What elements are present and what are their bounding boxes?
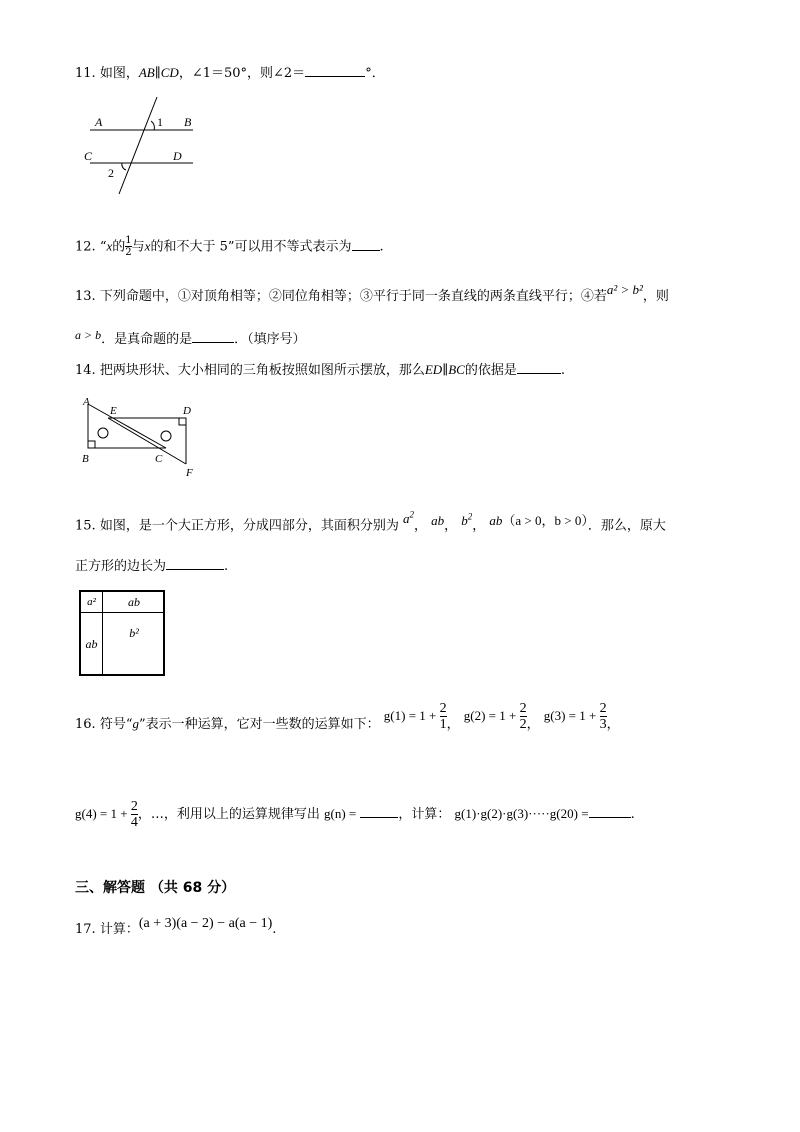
- q15-tail: ．那么，原大: [587, 518, 666, 534]
- q12-de: 的: [112, 239, 126, 255]
- q15-b2: $b^2$: [461, 512, 473, 529]
- q16-blank-2: [589, 805, 631, 818]
- q14-blank: [517, 361, 561, 374]
- label-2: 2: [108, 166, 114, 180]
- q13-conclusion: a > b: [75, 328, 102, 342]
- question-16-line2: [75, 800, 635, 830]
- q16-number: 16.: [75, 716, 96, 732]
- q11-parallel: ∥: [154, 66, 161, 81]
- label-a: A: [95, 115, 103, 129]
- right-angle-b: [88, 441, 95, 448]
- q13-text: 下列命题中，①对顶角相等；②同位角相等；③平行于同一条直线的两条直线平行；④若: [99, 289, 607, 304]
- label-d: D: [183, 405, 191, 417]
- q15-text: 如图，是一个大正方形，分成四部分，其面积分别为: [99, 518, 399, 534]
- q14-text2: 的依据是: [464, 363, 517, 378]
- q11-figure: [75, 92, 205, 202]
- q15-ab: ab: [431, 513, 445, 529]
- q12-rest: 的和不大于 5”可以用不等式表示为: [150, 239, 352, 255]
- q12-x1: x: [106, 238, 113, 254]
- transversal: [119, 97, 157, 194]
- q11-mid: ，∠1＝50°，则∠2＝: [178, 66, 306, 81]
- q14-end: .: [560, 363, 565, 378]
- q16-g3: g(3) = 1 + $\frac{2}{3}$: [543, 701, 607, 732]
- label-c: C: [155, 453, 163, 465]
- q11-post: °．: [365, 66, 385, 81]
- q12-open: “: [99, 239, 107, 255]
- q16-sep-2: ，: [526, 716, 540, 732]
- q13-blank: [192, 330, 234, 343]
- q11-pre: 如图，: [99, 66, 139, 81]
- q16-sep-1: ，: [446, 716, 460, 732]
- q11-cd: CD: [160, 65, 179, 80]
- q14-number: 14.: [75, 363, 96, 378]
- cell-a-squared: a²: [81, 592, 103, 613]
- q13-then: ，则: [642, 289, 669, 304]
- label-d: D: [173, 149, 182, 163]
- q13-number: 13.: [75, 289, 96, 304]
- q17-expression: (a + 3)(a − 2) − a(a − 1): [138, 916, 273, 931]
- q15-condition: （a > 0，b > 0）: [502, 513, 588, 529]
- q16-blank-1: [360, 805, 398, 818]
- q12-blank: [352, 238, 380, 251]
- q11-number: 11.: [75, 66, 96, 81]
- hole-1: [98, 428, 108, 438]
- q16-g2: g(2) = 1 + $\frac{2}{2}$: [463, 701, 527, 732]
- q12-x2: x: [144, 238, 151, 254]
- q14-text: 把两块形状、大小相同的三角板按照如图所示摆放，那么: [99, 363, 425, 378]
- label-a: A: [83, 396, 90, 408]
- q14-ed: ED: [424, 362, 443, 377]
- q12-fraction: $\frac{1}{2}$: [125, 235, 132, 258]
- question-15: 15. 如图，是一个大正方形，分成四部分，其面积分别为 $a^2$， ab， $b^2$， ab（a > 0，b > 0）．那么，原大: [75, 510, 666, 534]
- q15-number: 15.: [75, 518, 96, 534]
- cell-ab-left: ab: [81, 613, 103, 676]
- q15-a2: $a^2$: [402, 510, 414, 527]
- question-14: [75, 361, 565, 380]
- q16-cont: ，…，利用以上的运算规律写出: [137, 806, 320, 822]
- q17-label: 计算：: [99, 922, 139, 937]
- tri2-ef: [108, 418, 186, 464]
- label-f: F: [186, 467, 193, 479]
- q16-gn: g(n) =: [323, 805, 357, 821]
- q15-end: .: [224, 559, 229, 574]
- section-score: （共 68 分）: [149, 880, 236, 896]
- q11-blank: [305, 64, 365, 77]
- q16-g: g: [132, 715, 139, 731]
- section-heading: [75, 877, 235, 897]
- question-13: [75, 282, 669, 306]
- label-b: B: [82, 453, 89, 465]
- q16-end: .: [630, 806, 635, 822]
- q12-number: 12.: [75, 239, 96, 255]
- q13-tail: ．（填序号）: [234, 332, 306, 347]
- angle-2-arc: [122, 163, 126, 170]
- q14-parallel: ∥: [442, 363, 449, 378]
- q15-blank: [166, 557, 224, 570]
- q15-ab2: ab: [489, 513, 503, 529]
- q17-end: .: [272, 922, 277, 937]
- q15-square-figure: [79, 590, 165, 676]
- tri1-ac: [88, 404, 166, 448]
- cell-ab-top: ab: [103, 592, 165, 613]
- section-title: 三、解答题: [75, 880, 145, 896]
- q12-end: .: [379, 239, 384, 255]
- question-12: [75, 236, 384, 258]
- q16-g1: g(1) = 1 + $\frac{2}{1}$: [383, 701, 447, 732]
- q13-line2: ．是真命题的是: [101, 332, 193, 347]
- q11-ab: AB: [138, 65, 155, 80]
- q16-text2: ”表示一种运算，它对一些数的运算如下：: [138, 716, 380, 732]
- q17-number: 17.: [75, 922, 96, 937]
- label-b: B: [184, 115, 192, 129]
- cell-b-squared: b²: [129, 626, 139, 640]
- question-13-line2: [75, 330, 306, 349]
- q14-figure: [78, 394, 208, 482]
- q16-product: g(1)·g(2)·g(3)·····g(20) =: [454, 805, 589, 821]
- q16-text: 符号“: [99, 716, 133, 732]
- label-e: E: [110, 405, 117, 417]
- angle-1-arc: [151, 121, 154, 130]
- question-17: [75, 918, 276, 942]
- label-1: 1: [157, 115, 163, 129]
- label-c: C: [84, 149, 93, 163]
- q12-yu: 与: [131, 239, 145, 255]
- question-11: [75, 64, 385, 83]
- q14-bc: BC: [448, 362, 465, 377]
- question-16: [75, 701, 620, 740]
- right-angle-d: [179, 418, 186, 425]
- q13-condition: a² > b²: [606, 282, 643, 297]
- q16-g4: g(4) = 1 + $\frac{2}{4}$: [75, 799, 138, 830]
- question-15-line2: [75, 557, 228, 576]
- q15-line2: 正方形的边长为: [75, 559, 167, 574]
- hole-2: [161, 431, 171, 441]
- q16-calc: ，计算：: [398, 806, 451, 822]
- q16-sep-3: ，: [606, 716, 620, 732]
